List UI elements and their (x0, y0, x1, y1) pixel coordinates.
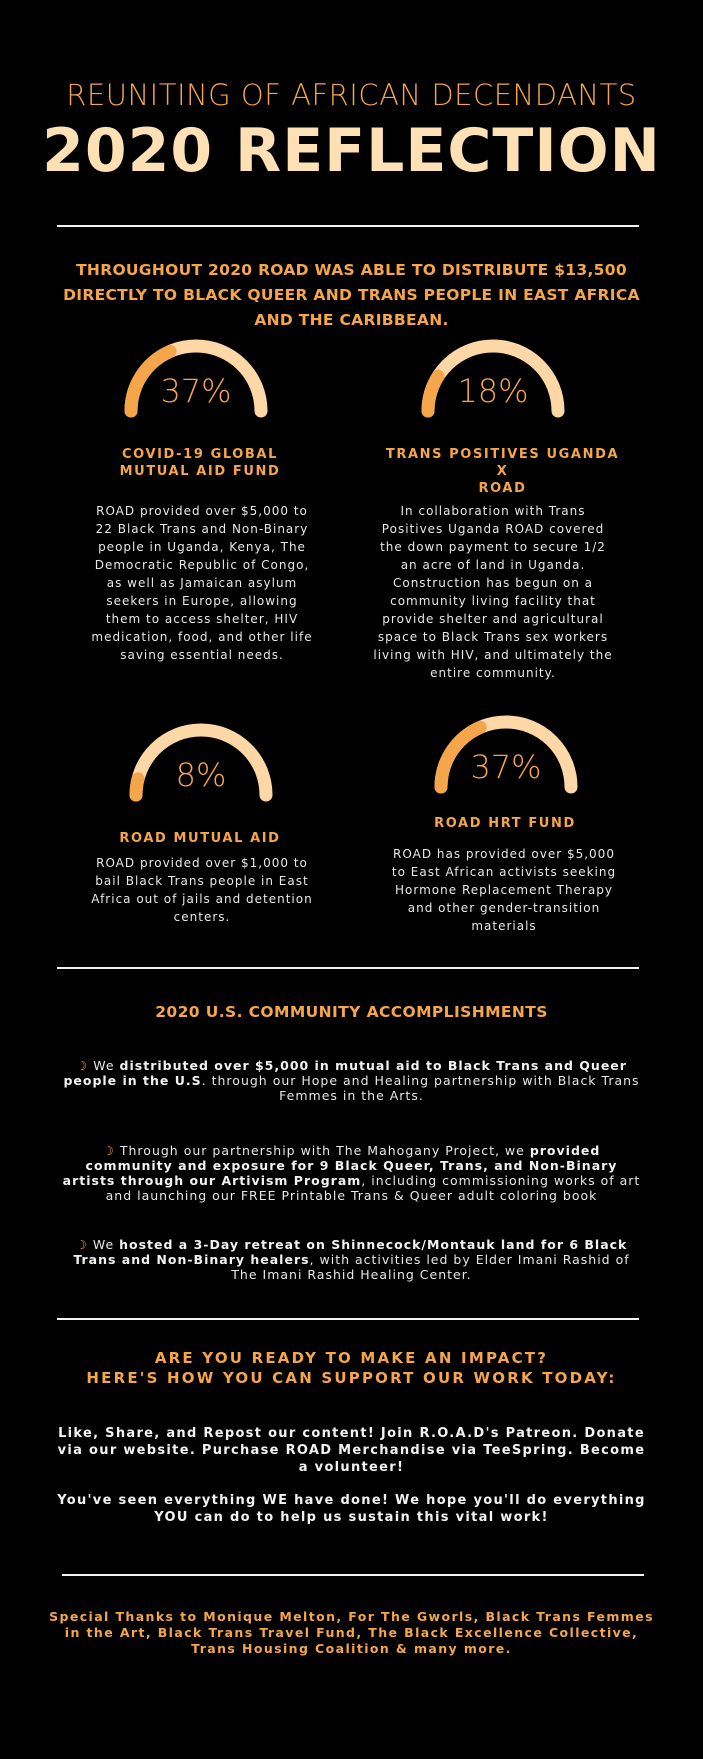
fund-title-trans-positives (370, 446, 635, 497)
divider (57, 225, 639, 227)
gauge-percent: 37% (470, 748, 542, 786)
accomplishment-highlight: provided community and exposure for 9 Black Queer, Trans, and Non-Binary artists through our Artivism Program (62, 1143, 618, 1188)
moon-icon: ☽ (102, 1143, 115, 1158)
accomplishment-post: . through our Hope and Healing partnership with Black Trans Femmes in the Arts. (201, 1073, 640, 1103)
support-paragraph: You've seen everything WE have done! We hope you'll do everything YOU can do to help us sustain this vital work! (57, 1493, 646, 1525)
fund-title-hrt (385, 815, 625, 832)
moon-icon: ☽ (76, 1058, 89, 1073)
gauge-percent: 18% (457, 372, 529, 410)
accomplishment-post: , including commissioning works of art and launching our FREE Printable Trans & Queer adult coloring book (105, 1173, 641, 1203)
impact-heading-line: HERE'S HOW YOU CAN SUPPORT OUR WORK TODAY: (86, 1369, 617, 1387)
org-name: REUNITING OF AFRICAN DECENDANTS (66, 78, 637, 112)
fund-desc-hrt: ROAD has provided over $5,000 to East African activists seeking Hormone Replacement Therapy and other gender-transition materials (391, 847, 617, 933)
accomplishment-item (58, 1058, 645, 1103)
fund-title-line: ROAD HRT FUND (434, 816, 576, 831)
gauge-percent: 8% (175, 756, 227, 794)
fund-title-line: MUTUAL AID FUND (119, 464, 281, 479)
moon-icon: ☽ (75, 1237, 88, 1252)
impact-heading (0, 1348, 703, 1388)
accomplishment-pre: We (92, 1237, 120, 1252)
divider (62, 1574, 644, 1576)
support-paragraph: Like, Share, and Repost our content! Join R.O.A.D's Patreon. Donate via our website. Purchase ROAD Merchandise via TeeSpring. Become a volunteer! (57, 1426, 646, 1475)
fund-desc-covid: ROAD provided over $5,000 to 22 Black Trans and Non-Binary people in Uganda, Kenya, The Democratic Republic of Congo, as well as Jamaican asylum seekers in Europe, allowing them to access shelter, HIV medication, food, and other life saving essential needs. (91, 504, 313, 662)
accomplishment-pre: Through our partnership with The Mahogany Project, we (119, 1143, 530, 1158)
impact-heading-line: ARE YOU READY TO MAKE AN IMPACT? (154, 1349, 549, 1367)
accomplishment-item (58, 1143, 645, 1203)
divider (57, 967, 639, 969)
accomplishment-highlight: hosted a 3-Day retreat on Shinnecock/Montauk land for 6 Black Trans and Non-Binary healers (73, 1237, 628, 1267)
gauge-hrt-fund (431, 712, 581, 792)
divider (57, 1318, 639, 1320)
fund-title-line: ROAD (478, 481, 527, 496)
accomplishment-highlight: distributed over $5,000 in mutual aid to Black Trans and Queer people in the U.S (63, 1058, 627, 1088)
us-section-heading: 2020 U.S. COMMUNITY ACCOMPLISHMENTS (155, 1003, 548, 1021)
fund-title-mutual-aid (80, 830, 320, 847)
gauge-mutual-aid (126, 720, 276, 800)
intro-text: THROUGHOUT 2020 ROAD WAS ABLE TO DISTRIBUTE $13,500 DIRECTLY TO BLACK QUEER AND TRANS PEOPLE IN EAST AFRICA AND THE CARIBBEAN. (63, 261, 640, 329)
fund-title-covid (80, 446, 320, 480)
accomplishment-item (58, 1237, 645, 1282)
fund-title-line: X (496, 464, 509, 479)
accomplishment-post: , with activities led by Elder Imani Rashid of The Imani Rashid Healing Center. (231, 1252, 630, 1282)
fund-desc-mutual-aid: ROAD provided over $1,000 to bail Black Trans people in East Africa out of jails and detention centers. (91, 856, 313, 924)
fund-desc-trans-positives: In collaboration with Trans Positives Uganda ROAD covered the down payment to secure 1/2 an acre of land in Uganda. Construction has begun on a community living facility that provide shelter and agricultural space to Black Trans sex workers living with HIV, and ultimately the entire community. (373, 504, 613, 680)
page-title: 2020 REFLECTION (42, 116, 661, 186)
accomplishment-pre: We (93, 1058, 120, 1073)
fund-title-line: ROAD MUTUAL AID (119, 831, 281, 846)
fund-title-line: COVID-19 GLOBAL (122, 447, 278, 462)
fund-title-line: TRANS POSITIVES UGANDA (385, 447, 620, 462)
gauge-trans-positives (418, 336, 568, 416)
special-thanks: Special Thanks to Monique Melton, For The Gworls, Black Trans Femmes in the Art, Black Trans Travel Fund, The Black Excellence Collective, Trans Housing Coalition & many more. (49, 1609, 654, 1656)
gauge-covid-fund (121, 336, 271, 416)
gauge-percent: 37% (160, 372, 232, 410)
